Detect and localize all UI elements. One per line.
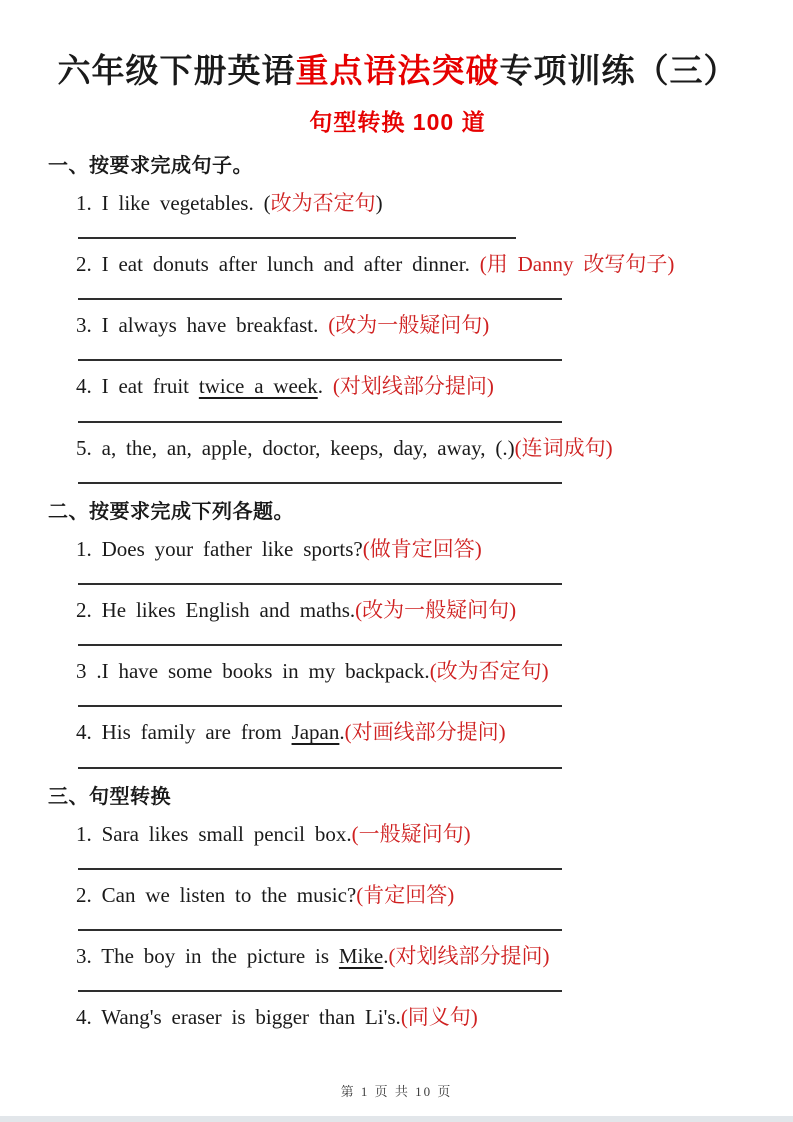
sentence-text: . xyxy=(383,943,389,968)
page-footer: 第 1 页 共 10 页 xyxy=(340,1084,453,1099)
question-text xyxy=(48,374,747,399)
answer-blank xyxy=(78,868,562,870)
answer-blank xyxy=(78,298,562,300)
question-item xyxy=(48,659,747,707)
title-segment: 专项训练（三） xyxy=(499,52,738,89)
title-segment-highlight: 重点语法突破 xyxy=(295,52,500,89)
answer-blank xyxy=(78,705,562,707)
question-item xyxy=(48,252,747,300)
page-subtitle: 句型转换 100 道 xyxy=(309,108,486,135)
instruction-note: (做肯定回答) xyxy=(362,536,482,561)
question-item xyxy=(48,374,747,422)
sentence-text: 2. Can we listen to the music? xyxy=(76,882,357,907)
sentence-text: 1. I like vegetables. xyxy=(76,190,264,215)
sentence-text: ) xyxy=(375,190,383,215)
answer-blank xyxy=(78,929,562,931)
sentence-text: 1. Sara likes small pencil box. xyxy=(76,821,352,846)
instruction-note: (连词成句) xyxy=(514,435,613,460)
sentence-text: 5. a, the, an, apple, doctor, keeps, day, away, (.) xyxy=(76,435,515,460)
sentence-text: . xyxy=(339,720,345,745)
instruction-note: 改为否定句 xyxy=(270,190,376,215)
instruction-note: (肯定回答) xyxy=(356,882,455,907)
question-text xyxy=(48,1005,747,1030)
sentence-text: ( xyxy=(263,190,271,215)
question-text xyxy=(48,598,747,623)
instruction-note: (改为一般疑问句) xyxy=(328,313,490,338)
section-heading: 三、句型转换 xyxy=(48,785,171,808)
answer-blank xyxy=(78,359,562,361)
sentence-text: . xyxy=(317,374,333,399)
instruction-note: (一般疑问句) xyxy=(351,821,471,846)
instruction-note: (对划线部分提问) xyxy=(332,374,494,399)
question-item xyxy=(48,537,747,585)
sentence-text: 2. I eat donuts after lunch and after dinner. xyxy=(76,252,480,277)
instruction-note: (改为一般疑问句) xyxy=(355,598,517,623)
sentence-text: 3. I always have breakfast. xyxy=(76,313,329,338)
question-item xyxy=(48,1005,747,1030)
instruction-note: (对画线部分提问) xyxy=(344,720,506,745)
answer-blank xyxy=(78,421,562,423)
sentence-text: 4. Wang's eraser is bigger than Li's. xyxy=(76,1005,401,1030)
question-item xyxy=(48,944,747,992)
instruction-note: (对划线部分提问) xyxy=(388,943,550,968)
question-item xyxy=(48,598,747,646)
instruction-note: (用 Danny 改写句子) xyxy=(479,252,675,277)
answer-blank xyxy=(78,644,562,646)
answer-blank xyxy=(78,237,516,239)
sentence-text: 1. Does your father like sports? xyxy=(76,536,363,561)
answer-blank xyxy=(78,583,562,585)
sentence-text: 3. The boy in the picture is xyxy=(76,943,339,968)
question-text xyxy=(48,883,747,908)
question-item xyxy=(48,822,747,870)
page-bottom-edge xyxy=(0,1116,793,1122)
answer-blank xyxy=(78,990,562,992)
question-text xyxy=(48,191,747,216)
question-item xyxy=(48,883,747,931)
worksheet-section xyxy=(48,784,747,1031)
sentence-text: Mike xyxy=(338,943,384,968)
sentence-text: twice a week xyxy=(198,374,318,399)
question-text xyxy=(48,720,747,745)
sentence-text: 4. I eat fruit xyxy=(76,374,199,399)
sentence-text: 4. His family are from xyxy=(76,720,292,745)
question-text xyxy=(48,537,747,562)
instruction-note: (同义句) xyxy=(400,1005,478,1030)
question-text xyxy=(48,659,747,684)
question-text xyxy=(48,313,747,338)
worksheet-section xyxy=(48,499,747,769)
question-item xyxy=(48,191,747,239)
instruction-note: (改为否定句) xyxy=(429,659,549,684)
answer-blank xyxy=(78,482,562,484)
question-text xyxy=(48,252,747,277)
sentence-text: Japan xyxy=(291,720,340,745)
title-segment: 六年级下册英语 xyxy=(57,52,296,89)
worksheet-content xyxy=(48,153,747,1030)
page-title xyxy=(48,50,747,93)
section-heading: 一、按要求完成句子。 xyxy=(48,154,253,177)
worksheet-section xyxy=(48,153,747,484)
sentence-text: 2. He likes English and maths. xyxy=(76,598,356,623)
question-text xyxy=(48,822,747,847)
question-item xyxy=(48,720,747,768)
sentence-text: 3 .I have some books in my backpack. xyxy=(76,659,430,684)
section-heading: 二、按要求完成下列各题。 xyxy=(48,500,294,523)
question-text xyxy=(48,436,747,461)
question-text xyxy=(48,944,747,969)
question-item xyxy=(48,313,747,361)
question-item xyxy=(48,436,747,484)
answer-blank xyxy=(78,767,562,769)
